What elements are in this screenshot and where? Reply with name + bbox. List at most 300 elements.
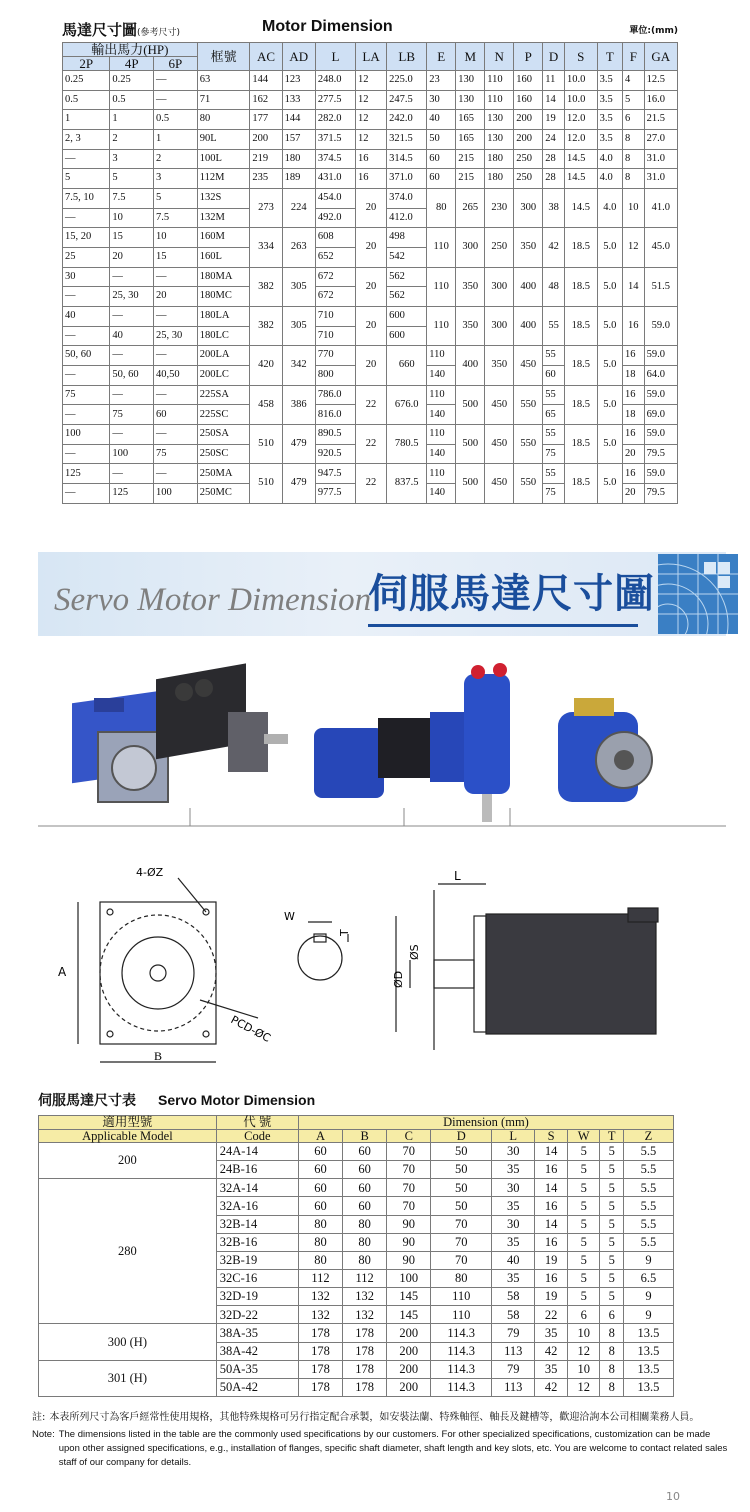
dim-cell-p: 550 [514, 425, 543, 464]
servo-dim-cell: 90 [387, 1215, 431, 1233]
frame-cell: 180LC [197, 326, 250, 346]
hp-cell: 25, 30 [110, 287, 154, 307]
hp-cell: 20 [154, 287, 198, 307]
dim-cell-m: 400 [456, 346, 485, 385]
hp-cell: — [110, 464, 154, 484]
motor-table-row [63, 385, 678, 405]
label-t: T [338, 929, 351, 936]
model-header-en: Applicable Model [39, 1129, 217, 1143]
hp-cell: — [63, 484, 110, 504]
servo-dim-cell: 35 [492, 1161, 535, 1179]
dim-cell-ad: 224 [282, 189, 315, 228]
dim-cell-p: 550 [514, 385, 543, 424]
hp-cell: 75 [110, 405, 154, 425]
dim-cell-e: 110 [427, 385, 456, 405]
dim-cell-l: 672 [315, 287, 355, 307]
dim-cell-ga: 79.5 [644, 484, 677, 504]
servo-dim-header-d: D [431, 1129, 492, 1143]
dim-cell-l: 282.0 [315, 110, 355, 130]
servo-dim-cell: 110 [431, 1288, 492, 1306]
dim-cell-la: 22 [355, 385, 386, 424]
dim-cell-l: 371.5 [315, 130, 355, 150]
servo-dim-cell: 5 [567, 1288, 600, 1306]
servo-dim-cell: 112 [343, 1269, 387, 1287]
dim-cell-ac: 420 [250, 346, 282, 385]
dim-cell-ac: 144 [250, 71, 282, 91]
servo-dim-cell: 5.5 [623, 1179, 673, 1197]
dim-cell-n: 250 [485, 228, 514, 267]
banner-title-en: Servo Motor Dimension [54, 582, 372, 618]
servo-dim-cell: 100 [387, 1269, 431, 1287]
hp-cell: 2 [110, 130, 154, 150]
motor-title-zh: 馬達尺寸圖(參考尺寸) [62, 21, 181, 39]
dim-cell-s: 18.5 [564, 385, 597, 424]
dim-cell-e: 60 [427, 169, 456, 189]
dim-cell-lb: 242.0 [387, 110, 427, 130]
frame-cell: 71 [197, 90, 250, 110]
servo-dim-cell: 114.3 [431, 1324, 492, 1342]
hp-cell: — [110, 425, 154, 445]
dim-cell-n: 130 [485, 130, 514, 150]
dim-cell-ac: 510 [250, 425, 282, 464]
hp-cell: 25 [63, 248, 110, 268]
dim-cell-ac: 177 [250, 110, 282, 130]
servo-dim-header-z: Z [623, 1129, 673, 1143]
servo-dim-cell: 132 [298, 1288, 342, 1306]
servo-dim-cell: 5.5 [623, 1143, 673, 1161]
dim-cell-m: 165 [456, 110, 485, 130]
dim-cell-m: 300 [456, 228, 485, 267]
motor-dimension-table [62, 42, 678, 504]
servo-dim-cell: 50 [431, 1161, 492, 1179]
dim-cell-l: 277.5 [315, 90, 355, 110]
dim-cell-t: 4.0 [597, 189, 622, 228]
code-header-en: Code [216, 1129, 298, 1143]
servo-dim-cell: 60 [298, 1161, 342, 1179]
banner-underline [368, 624, 638, 627]
dim-cell-ga: 59.0 [644, 385, 677, 405]
dim-cell-l: 947.5 [315, 464, 355, 484]
gear-motor-photo [314, 663, 510, 822]
dim-cell-la: 12 [355, 71, 386, 91]
servo-dimension-table [38, 1115, 674, 1397]
servo-dim-cell: 35 [492, 1269, 535, 1287]
dim-cell-ad: 305 [282, 267, 315, 306]
hp-cell: — [63, 405, 110, 425]
label-holes: 4-ØZ [136, 866, 164, 879]
servo-table-row [39, 1324, 674, 1342]
servo-dim-cell: 80 [298, 1233, 342, 1251]
motor-table-row [63, 189, 678, 209]
dim-cell-ga: 59.0 [644, 425, 677, 445]
servo-dim-cell: 5 [600, 1197, 624, 1215]
dim-cell-d: 38 [543, 189, 565, 228]
servo-dim-cell: 70 [431, 1251, 492, 1269]
frame-cell: 200LA [197, 346, 250, 366]
hp-cell: — [110, 307, 154, 327]
servo-dim-cell: 9 [623, 1306, 673, 1324]
hp-cell: — [154, 385, 198, 405]
dim-cell-t: 3.5 [597, 71, 622, 91]
label-w: W [284, 910, 295, 923]
dim-cell-la: 16 [355, 169, 386, 189]
servo-dim-cell: 178 [343, 1360, 387, 1378]
unit-label: 單位:(mm) [629, 26, 678, 36]
dim-cell-la: 20 [355, 189, 386, 228]
dim-cell-l: 672 [315, 267, 355, 287]
servo-dim-cell: 13.5 [623, 1342, 673, 1360]
dim-cell-lb: 600 [387, 307, 427, 327]
motor-table-row [63, 71, 678, 91]
dim-cell-p: 160 [514, 90, 543, 110]
dim-cell-ad: 263 [282, 228, 315, 267]
banner-title-zh: 伺服馬達尺寸圖 [368, 571, 655, 617]
hp-cell: 50, 60 [63, 346, 110, 366]
hp-cell: 125 [63, 464, 110, 484]
dim-cell-lb: 600 [387, 326, 427, 346]
dim-cell-d: 55 [543, 346, 565, 366]
servo-dim-cell: 30 [492, 1215, 535, 1233]
dim-cell-la: 20 [355, 307, 386, 346]
servo-dim-cell: 60 [343, 1143, 387, 1161]
dim-cell-lb: 780.5 [387, 425, 427, 464]
label-d: ØD [392, 970, 405, 988]
dim-cell-ad: 189 [282, 169, 315, 189]
dim-cell-t: 5.0 [597, 307, 622, 346]
servo-dim-cell: 8 [600, 1378, 624, 1396]
dim-cell-m: 215 [456, 149, 485, 169]
servo-dim-cell: 60 [343, 1161, 387, 1179]
dim-cell-d: 14 [543, 90, 565, 110]
dim-cell-f: 16 [622, 425, 644, 445]
hp-cell: 0.25 [110, 71, 154, 91]
dim-cell-d: 55 [543, 425, 565, 445]
hp-cell: — [154, 464, 198, 484]
dim-cell-f: 8 [622, 130, 644, 150]
hp-cell: 100 [63, 425, 110, 445]
dim-cell-p: 300 [514, 189, 543, 228]
dim-cell-ad: 479 [282, 425, 315, 464]
frame-cell: 80 [197, 110, 250, 130]
dim-cell-l: 920.5 [315, 444, 355, 464]
servo-dim-cell: 5 [567, 1143, 600, 1161]
servo-dim-cell: 42 [535, 1378, 568, 1396]
dim-cell-ac: 162 [250, 90, 282, 110]
servo-dim-cell: 5 [600, 1288, 624, 1306]
hp-cell: 0.5 [63, 90, 110, 110]
dim-cell-p: 550 [514, 464, 543, 504]
model-cell: 301 (H) [39, 1360, 217, 1396]
hp-cell: 60 [154, 405, 198, 425]
dim-cell-f: 14 [622, 267, 644, 306]
dim-cell-ga: 27.0 [644, 130, 677, 150]
motor-table-row [63, 149, 678, 169]
frame-cell: 63 [197, 71, 250, 91]
dim-cell-s: 18.5 [564, 267, 597, 306]
servo-dim-cell: 5 [600, 1269, 624, 1287]
servo-dim-cell: 16 [535, 1233, 568, 1251]
label-l: L [454, 869, 461, 883]
dim-cell-l: 977.5 [315, 484, 355, 504]
hp-cell: 3 [110, 149, 154, 169]
servo-dim-header-t: T [600, 1129, 624, 1143]
dim-cell-ac: 219 [250, 149, 282, 169]
dim-header-s: S [564, 43, 597, 71]
dim-cell-s: 12.0 [564, 110, 597, 130]
servo-dim-cell: 5.5 [623, 1215, 673, 1233]
dim-cell-f: 18 [622, 366, 644, 386]
dim-header-p: P [514, 43, 543, 71]
dim-cell-lb: 374.0 [387, 189, 427, 209]
dim-cell-f: 5 [622, 90, 644, 110]
dim-cell-p: 400 [514, 267, 543, 306]
servo-dim-cell: 50 [431, 1197, 492, 1215]
dim-cell-ac: 235 [250, 169, 282, 189]
dim-cell-t: 5.0 [597, 385, 622, 424]
dim-cell-f: 16 [622, 464, 644, 484]
cycloid-reducer-photo [558, 698, 652, 802]
frame-cell: 250MA [197, 464, 250, 484]
servo-dim-cell: 14 [535, 1143, 568, 1161]
dim-cell-n: 450 [485, 385, 514, 424]
dim-cell-e: 110 [427, 425, 456, 445]
servo-dim-cell: 60 [343, 1197, 387, 1215]
servo-table-row [39, 1360, 674, 1378]
servo-table-header [38, 1090, 315, 1110]
dim-cell-ga: 31.0 [644, 149, 677, 169]
servo-table-row [39, 1179, 674, 1197]
dim-cell-d: 24 [543, 130, 565, 150]
servo-dim-cell: 35 [492, 1233, 535, 1251]
servo-dim-cell: 80 [431, 1269, 492, 1287]
servo-dim-cell: 8 [600, 1360, 624, 1378]
servo-dim-cell: 5 [600, 1161, 624, 1179]
frame-cell: 100L [197, 149, 250, 169]
servo-dim-cell: 35 [535, 1324, 568, 1342]
hp-cell: — [110, 346, 154, 366]
dim-header-d: D [543, 43, 565, 71]
dim-cell-n: 110 [485, 71, 514, 91]
dim-cell-n: 300 [485, 307, 514, 346]
dim-cell-l: 800 [315, 366, 355, 386]
code-cell: 32C-16 [216, 1269, 298, 1287]
servo-title-en: Servo Motor Dimension [158, 1092, 316, 1108]
servo-dim-cell: 178 [343, 1324, 387, 1342]
dim-cell-n: 130 [485, 110, 514, 130]
dim-cell-l: 248.0 [315, 71, 355, 91]
dim-cell-m: 130 [456, 90, 485, 110]
servo-dim-cell: 114.3 [431, 1378, 492, 1396]
servo-dim-cell: 5 [567, 1233, 600, 1251]
dim-cell-s: 18.5 [564, 464, 597, 504]
dim-cell-la: 22 [355, 464, 386, 504]
dim-cell-lb: 412.0 [387, 208, 427, 228]
hp-cell: — [63, 326, 110, 346]
motor-title-en: Motor Dimension [262, 18, 393, 35]
dim-cell-n: 110 [485, 90, 514, 110]
dim-cell-s: 18.5 [564, 228, 597, 267]
dim-cell-d: 60 [543, 366, 565, 386]
dim-cell-m: 265 [456, 189, 485, 228]
dim-cell-n: 350 [485, 346, 514, 385]
dim-cell-n: 230 [485, 189, 514, 228]
dim-cell-lb: 676.0 [387, 385, 427, 424]
frame-cell: 132S [197, 189, 250, 209]
dim-cell-s: 14.5 [564, 189, 597, 228]
motor-table-row [63, 267, 678, 287]
dim-cell-t: 3.5 [597, 90, 622, 110]
hp-cell: — [154, 90, 198, 110]
dim-cell-la: 12 [355, 130, 386, 150]
frame-cell: 225SC [197, 405, 250, 425]
servo-dim-cell: 12 [567, 1342, 600, 1360]
servo-dim-cell: 145 [387, 1288, 431, 1306]
servo-dim-cell: 13.5 [623, 1360, 673, 1378]
code-cell: 32D-22 [216, 1306, 298, 1324]
hp-cell: 7.5 [110, 189, 154, 209]
motor-table-body [63, 71, 678, 504]
model-cell: 200 [39, 1143, 217, 1179]
hp-cell: 1 [154, 130, 198, 150]
frame-cell: 250SC [197, 444, 250, 464]
servo-dim-cell: 19 [535, 1288, 568, 1306]
flange-front-view [78, 878, 258, 1062]
dim-cell-lb: 371.0 [387, 169, 427, 189]
dim-cell-lb: 562 [387, 287, 427, 307]
hp-cell: 25, 30 [154, 326, 198, 346]
dim-cell-n: 450 [485, 464, 514, 504]
dim-header-ac: AC [250, 43, 282, 71]
dim-cell-lb: 498 [387, 228, 427, 248]
label-b: B [154, 1049, 163, 1063]
servo-motor-photos [38, 658, 726, 828]
dim-cell-e: 140 [427, 405, 456, 425]
motor-table-row [63, 169, 678, 189]
dim-cell-ga: 64.0 [644, 366, 677, 386]
servo-dim-header-w: W [567, 1129, 600, 1143]
hp-group-header: 輸出馬力(HP) [63, 43, 198, 57]
servo-dim-cell: 30 [492, 1179, 535, 1197]
servo-dim-cell: 80 [343, 1215, 387, 1233]
servo-dim-cell: 5 [567, 1197, 600, 1215]
dim-cell-ga: 69.0 [644, 405, 677, 425]
servo-dim-cell: 8 [600, 1342, 624, 1360]
servo-table-head [39, 1116, 674, 1143]
model-header-zh: 適用型號 [39, 1116, 217, 1130]
dim-cell-l: 816.0 [315, 405, 355, 425]
frame-cell: 250SA [197, 425, 250, 445]
dim-cell-ad: 144 [282, 110, 315, 130]
dim-cell-t: 5.0 [597, 228, 622, 267]
dim-cell-f: 18 [622, 405, 644, 425]
servo-dim-cell: 14 [535, 1215, 568, 1233]
dim-cell-s: 18.5 [564, 307, 597, 346]
hp-cell: 7.5 [154, 208, 198, 228]
dim-cell-ga: 51.5 [644, 267, 677, 306]
servo-dim-cell: 113 [492, 1342, 535, 1360]
hp-cell: — [154, 307, 198, 327]
dim-cell-l: 454.0 [315, 189, 355, 209]
hp-cell: — [63, 208, 110, 228]
dim-cell-e: 110 [427, 228, 456, 267]
dim-cell-p: 350 [514, 228, 543, 267]
dim-cell-m: 500 [456, 425, 485, 464]
dim-cell-f: 12 [622, 228, 644, 267]
hp-cell: — [154, 346, 198, 366]
servo-dim-cell: 70 [431, 1215, 492, 1233]
dim-cell-ga: 79.5 [644, 444, 677, 464]
dim-cell-d: 75 [543, 444, 565, 464]
servo-dim-cell: 58 [492, 1288, 535, 1306]
dim-cell-la: 20 [355, 346, 386, 385]
servo-dim-cell: 19 [535, 1251, 568, 1269]
dim-cell-d: 19 [543, 110, 565, 130]
frame-cell: 225SA [197, 385, 250, 405]
dim-cell-e: 80 [427, 189, 456, 228]
label-s: ØS [408, 944, 421, 960]
dim-cell-ac: 510 [250, 464, 282, 504]
servo-dim-cell: 114.3 [431, 1360, 492, 1378]
dim-cell-lb: 247.5 [387, 90, 427, 110]
servo-dim-cell: 178 [298, 1324, 342, 1342]
servo-dim-cell: 13.5 [623, 1378, 673, 1396]
servo-dim-cell: 42 [535, 1342, 568, 1360]
dim-cell-ga: 21.5 [644, 110, 677, 130]
servo-dim-cell: 80 [298, 1251, 342, 1269]
hp-cell: 2 [154, 149, 198, 169]
servo-dim-cell: 178 [298, 1378, 342, 1396]
servo-dim-cell: 70 [387, 1179, 431, 1197]
motor-table-row [63, 130, 678, 150]
motor-table-head [63, 43, 678, 71]
dim-cell-lb: 562 [387, 267, 427, 287]
servo-dim-cell: 113 [492, 1378, 535, 1396]
dim-cell-e: 110 [427, 307, 456, 346]
pole-header-6p: 6P [154, 57, 198, 71]
servo-dim-cell: 80 [298, 1215, 342, 1233]
servo-dim-cell: 30 [492, 1143, 535, 1161]
hp-cell: 30 [63, 267, 110, 287]
hp-cell: 40 [110, 326, 154, 346]
dim-cell-d: 11 [543, 71, 565, 91]
dim-cell-e: 140 [427, 444, 456, 464]
code-cell: 32A-16 [216, 1197, 298, 1215]
servo-dim-cell: 6 [600, 1306, 624, 1324]
servo-dim-cell: 70 [387, 1161, 431, 1179]
servo-dim-cell: 80 [343, 1251, 387, 1269]
hp-cell: 75 [63, 385, 110, 405]
servo-dim-cell: 178 [343, 1342, 387, 1360]
hp-cell: — [63, 287, 110, 307]
servo-dim-cell: 6.5 [623, 1269, 673, 1287]
servo-dim-cell: 110 [431, 1306, 492, 1324]
servo-dim-cell: 40 [492, 1251, 535, 1269]
dim-cell-ac: 334 [250, 228, 282, 267]
dim-cell-p: 450 [514, 346, 543, 385]
dim-cell-d: 28 [543, 149, 565, 169]
dim-cell-d: 55 [543, 464, 565, 484]
servo-dim-cell: 70 [431, 1233, 492, 1251]
servo-dim-cell: 6 [567, 1306, 600, 1324]
dim-cell-s: 12.0 [564, 130, 597, 150]
motor-table-row [63, 425, 678, 445]
hp-cell: 0.5 [154, 110, 198, 130]
dim-cell-p: 400 [514, 307, 543, 346]
servo-dim-cell: 5.5 [623, 1161, 673, 1179]
dim-cell-ac: 273 [250, 189, 282, 228]
servo-dim-cell: 79 [492, 1324, 535, 1342]
dim-cell-m: 500 [456, 464, 485, 504]
